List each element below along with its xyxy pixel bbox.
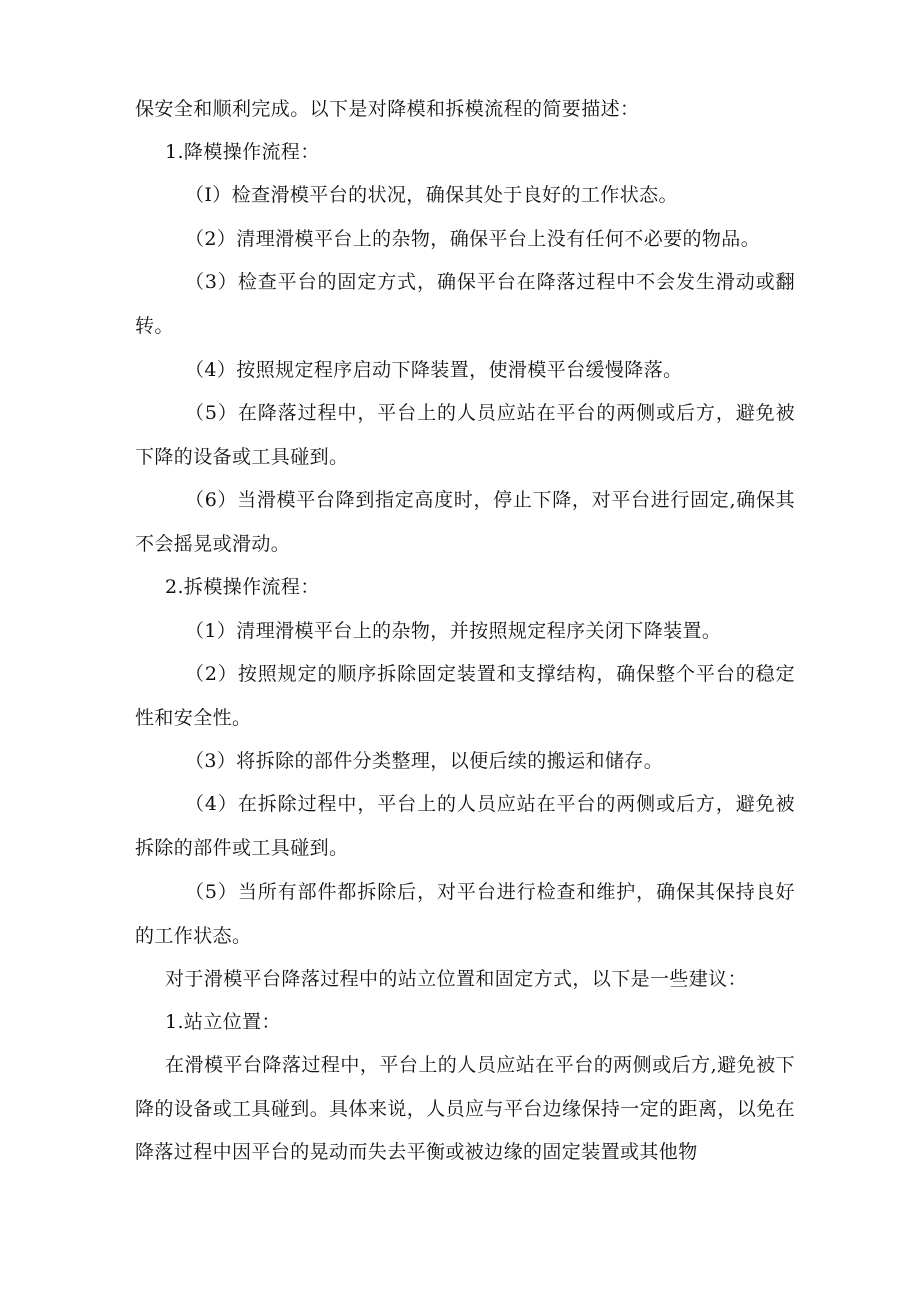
paragraph-standing-position: 在滑模平台降落过程中，平台上的人员应站在平台的两侧或后方,避免被下降的设备或工具碰到。具体来说，人员应与平台边缘保持一定的距离，以免在降落过程中因平台的晃动而失去平衡或被边缘的固定装置或其他物 (135, 1054, 795, 1164)
list-item-lowering-1: （I）检查滑模平台的状况，确保其处于良好的工作状态。 (185, 184, 678, 206)
list-item-lowering-2: （2）清理滑模平台上的杂物，确保平台上没有任何不必要的物品。 (185, 228, 761, 250)
list-item-lowering-4: （4）按照规定程序启动下降装置，使滑模平台缓慢降落。 (185, 359, 683, 381)
paragraph-suggestions-intro: 对于滑模平台降落过程中的站立位置和固定方式，以下是一些建议： (165, 968, 748, 990)
list-item-dismantling-4: （4）在拆除过程中，平台上的人员应站在平台的两侧或后方，避免被拆除的部件或工具碰到。 (135, 793, 795, 859)
list-item-dismantling-5: （5）当所有部件都拆除后，对平台进行检查和维护，确保其保持良好的工作状态。 (135, 881, 795, 947)
list-item-lowering-3: （3）检查平台的固定方式，确保平台在降落过程中不会发生滑动或翻转。 (135, 271, 795, 337)
heading-lowering-procedure: 1.降模操作流程： (165, 141, 320, 163)
paragraph-intro: 保安全和顺利完成。以下是对降模和拆模流程的简要描述： (135, 98, 640, 120)
list-item-dismantling-3: （3）将拆除的部件分类整理，以便后续的搬运和储存。 (185, 750, 664, 772)
list-item-lowering-5: （5）在降落过程中，平台上的人员应站在平台的两侧或后方，避免被下降的设备或工具碰到。 (135, 402, 795, 468)
list-item-dismantling-1: （1）清理滑模平台上的杂物，并按照规定程序关闭下降装置。 (185, 620, 722, 642)
list-item-lowering-6: （6）当滑模平台降到指定高度时，停止下降，对平台进行固定,确保其不会摇晃或滑动。 (135, 489, 795, 555)
heading-dismantling-procedure: 2.拆模操作流程： (165, 576, 320, 598)
heading-standing-position: 1.站立位置： (165, 1011, 281, 1033)
list-item-dismantling-2: （2）按照规定的顺序拆除固定装置和支撑结构，确保整个平台的稳定性和安全性。 (135, 663, 795, 729)
